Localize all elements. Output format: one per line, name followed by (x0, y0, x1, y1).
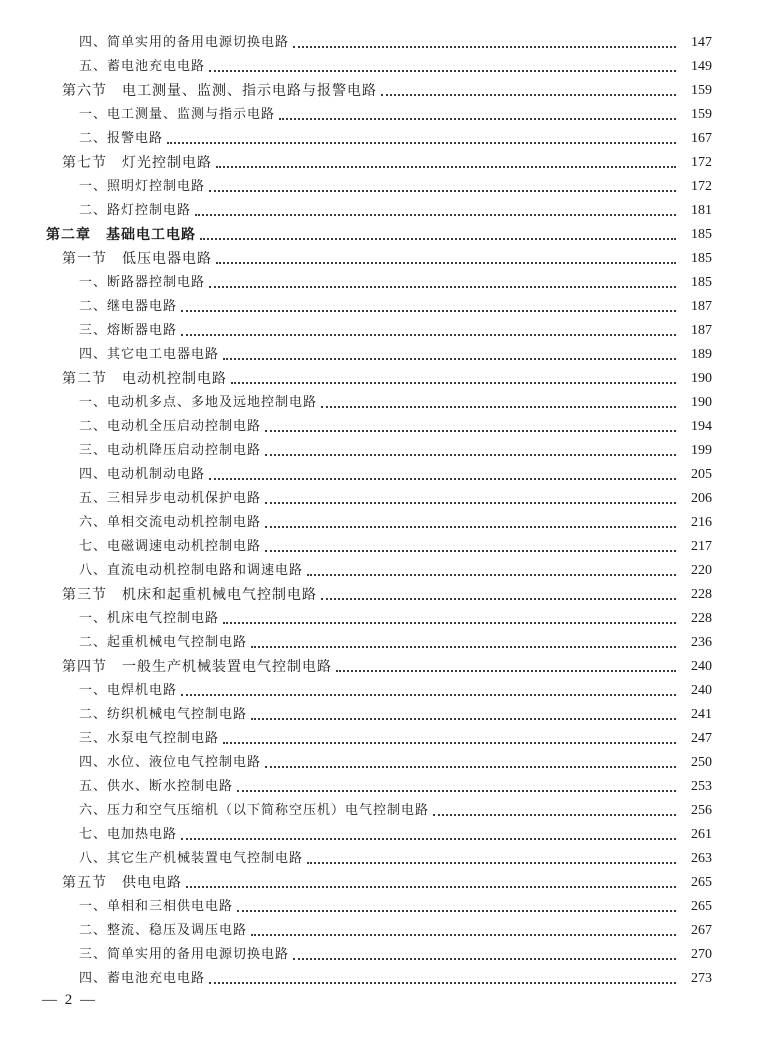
toc-entry-page-number: 228 (691, 611, 712, 626)
toc-entry-title: 第七节 灯光控制电路 (62, 155, 212, 171)
toc-item-row[interactable] (0, 823, 758, 847)
toc-entry-page-number: 273 (691, 971, 712, 986)
toc-entry-page-number: 206 (691, 491, 712, 506)
dot-leader (231, 382, 676, 384)
page-number: — 2 — (42, 992, 97, 1008)
dot-leader (216, 166, 676, 168)
dot-leader (200, 238, 676, 240)
toc-entry-page-number: 263 (691, 851, 712, 866)
toc-entry-page-number: 194 (691, 419, 712, 434)
toc-entry-page-number: 159 (691, 83, 712, 98)
toc-entry-title: 五、蓄电池充电电路 (79, 59, 206, 74)
toc-item-row[interactable] (0, 319, 758, 343)
toc-item-row[interactable] (0, 295, 758, 319)
toc-entry-title: 六、单相交流电动机控制电路 (79, 515, 262, 530)
toc-entry-title: 三、熔断器电路 (79, 323, 178, 338)
toc-item-row[interactable] (0, 727, 758, 751)
toc-entry-title: 第二节 电动机控制电路 (62, 371, 227, 387)
toc-entry-page-number: 172 (691, 179, 712, 194)
dot-leader (186, 886, 676, 888)
toc-section-row[interactable] (0, 583, 758, 607)
toc-entry-title: 二、起重机械电气控制电路 (79, 635, 248, 650)
toc-item-row[interactable] (0, 463, 758, 487)
dot-leader (265, 550, 676, 552)
toc-entry-title: 第一节 低压电器电路 (62, 251, 212, 267)
toc-item-row[interactable] (0, 703, 758, 727)
toc-entry-title: 第五节 供电电路 (62, 875, 182, 891)
dot-leader (181, 334, 676, 336)
toc-entry-page-number: 187 (691, 299, 712, 314)
dot-leader (167, 142, 676, 144)
toc-entry-title: 四、电动机制动电路 (79, 467, 206, 482)
toc-item-row[interactable] (0, 943, 758, 967)
dot-leader (251, 646, 676, 648)
toc-entry-page-number: 265 (691, 875, 712, 890)
toc-entry-page-number: 270 (691, 947, 712, 962)
dot-leader (223, 358, 676, 360)
toc-item-row[interactable] (0, 607, 758, 631)
toc-entry-page-number: 187 (691, 323, 712, 338)
toc-item-row[interactable] (0, 895, 758, 919)
toc-section-row[interactable] (0, 655, 758, 679)
toc-entry-page-number: 147 (691, 35, 712, 50)
toc-item-row[interactable] (0, 511, 758, 535)
dot-leader (223, 742, 676, 744)
toc-entry-title: 一、电动机多点、多地及远地控制电路 (79, 395, 318, 410)
table-of-contents (0, 31, 758, 991)
toc-section-row[interactable] (0, 79, 758, 103)
toc-item-row[interactable] (0, 439, 758, 463)
toc-item-row[interactable] (0, 775, 758, 799)
toc-entry-title: 四、其它电工电器电路 (79, 347, 220, 362)
toc-item-row[interactable] (0, 55, 758, 79)
toc-entry-title: 八、直流电动机控制电路和调速电路 (79, 563, 304, 578)
dot-leader (223, 622, 676, 624)
dot-leader (251, 718, 676, 720)
toc-section-row[interactable] (0, 247, 758, 271)
toc-entry-title: 五、供水、断水控制电路 (79, 779, 234, 794)
dot-leader (209, 70, 676, 72)
toc-entry-title: 一、断路器控制电路 (79, 275, 206, 290)
toc-entry-page-number: 265 (691, 899, 712, 914)
toc-item-row[interactable] (0, 343, 758, 367)
toc-entry-page-number: 190 (691, 371, 712, 386)
toc-item-row[interactable] (0, 199, 758, 223)
toc-item-row[interactable] (0, 103, 758, 127)
toc-item-row[interactable] (0, 919, 758, 943)
toc-entry-title: 四、简单实用的备用电源切换电路 (79, 35, 290, 50)
toc-entry-page-number: 247 (691, 731, 712, 746)
toc-section-row[interactable] (0, 871, 758, 895)
toc-entry-title: 一、照明灯控制电路 (79, 179, 206, 194)
toc-entry-page-number: 236 (691, 635, 712, 650)
toc-entry-page-number: 241 (691, 707, 712, 722)
toc-item-row[interactable] (0, 847, 758, 871)
toc-entry-page-number: 228 (691, 587, 712, 602)
toc-item-row[interactable] (0, 175, 758, 199)
toc-entry-page-number: 217 (691, 539, 712, 554)
toc-entry-title: 五、三相异步电动机保护电路 (79, 491, 262, 506)
toc-entry-title: 一、电工测量、监测与指示电路 (79, 107, 276, 122)
toc-entry-title: 七、电磁调速电动机控制电路 (79, 539, 262, 554)
toc-entry-page-number: 199 (691, 443, 712, 458)
toc-item-row[interactable] (0, 799, 758, 823)
toc-entry-title: 二、纺织机械电气控制电路 (79, 707, 248, 722)
dot-leader (265, 766, 676, 768)
toc-entry-page-number: 250 (691, 755, 712, 770)
toc-entry-page-number: 190 (691, 395, 712, 410)
toc-entry-title: 七、电加热电路 (79, 827, 178, 842)
toc-item-row[interactable] (0, 271, 758, 295)
toc-entry-page-number: 240 (691, 683, 712, 698)
toc-entry-page-number: 216 (691, 515, 712, 530)
toc-entry-page-number: 185 (691, 227, 712, 242)
toc-entry-page-number: 253 (691, 779, 712, 794)
dot-leader (216, 262, 676, 264)
dot-leader (265, 526, 676, 528)
dot-leader (307, 574, 676, 576)
dot-leader (209, 982, 676, 984)
dot-leader (181, 310, 676, 312)
toc-item-row[interactable] (0, 391, 758, 415)
toc-entry-page-number: 205 (691, 467, 712, 482)
dot-leader (336, 670, 676, 672)
toc-entry-page-number: 240 (691, 659, 712, 674)
toc-item-row[interactable] (0, 679, 758, 703)
toc-entry-title: 二、整流、稳压及调压电路 (79, 923, 248, 938)
toc-entry-page-number: 185 (691, 275, 712, 290)
dot-leader (251, 934, 676, 936)
toc-entry-title: 第六节 电工测量、监测、指示电路与报警电路 (62, 83, 377, 99)
toc-entry-page-number: 267 (691, 923, 712, 938)
dot-leader (433, 814, 676, 816)
toc-entry-page-number: 261 (691, 827, 712, 842)
toc-entry-title: 第三节 机床和起重机械电气控制电路 (62, 587, 317, 603)
toc-item-row[interactable] (0, 535, 758, 559)
toc-entry-title: 二、电动机全压启动控制电路 (79, 419, 262, 434)
toc-entry-title: 四、水位、液位电气控制电路 (79, 755, 262, 770)
dot-leader (265, 430, 676, 432)
toc-entry-page-number: 159 (691, 107, 712, 122)
toc-item-row[interactable] (0, 31, 758, 55)
toc-item-row[interactable] (0, 631, 758, 655)
toc-entry-title: 一、机床电气控制电路 (79, 611, 220, 626)
toc-item-row[interactable] (0, 487, 758, 511)
toc-entry-page-number: 172 (691, 155, 712, 170)
dot-leader (209, 478, 676, 480)
toc-item-row[interactable] (0, 415, 758, 439)
dot-leader (293, 958, 676, 960)
dot-leader (181, 694, 676, 696)
toc-entry-page-number: 185 (691, 251, 712, 266)
dot-leader (279, 118, 676, 120)
toc-entry-page-number: 189 (691, 347, 712, 362)
toc-entry-title: 六、压力和空气压缩机（以下简称空压机）电气控制电路 (79, 803, 430, 818)
dot-leader (265, 454, 676, 456)
dot-leader (209, 190, 676, 192)
toc-entry-title: 一、电焊机电路 (79, 683, 178, 698)
dot-leader (237, 790, 676, 792)
dot-leader (237, 910, 676, 912)
dot-leader (265, 502, 676, 504)
toc-entry-title: 第二章 基础电工电路 (46, 227, 196, 243)
dot-leader (307, 862, 676, 864)
toc-item-row[interactable] (0, 127, 758, 151)
toc-item-row[interactable] (0, 751, 758, 775)
toc-entry-title: 四、蓄电池充电电路 (79, 971, 206, 986)
toc-entry-title: 二、继电器电路 (79, 299, 178, 314)
dot-leader (321, 406, 676, 408)
toc-entry-page-number: 220 (691, 563, 712, 578)
toc-entry-page-number: 181 (691, 203, 712, 218)
toc-entry-title: 八、其它生产机械装置电气控制电路 (79, 851, 304, 866)
dot-leader (181, 838, 676, 840)
toc-entry-page-number: 149 (691, 59, 712, 74)
toc-item-row[interactable] (0, 967, 758, 991)
toc-entry-page-number: 256 (691, 803, 712, 818)
toc-entry-title: 二、路灯控制电路 (79, 203, 192, 218)
toc-entry-title: 一、单相和三相供电电路 (79, 899, 234, 914)
toc-entry-title: 三、电动机降压启动控制电路 (79, 443, 262, 458)
dot-leader (321, 598, 676, 600)
toc-entry-title: 三、水泵电气控制电路 (79, 731, 220, 746)
toc-entry-page-number: 167 (691, 131, 712, 146)
dot-leader (195, 214, 676, 216)
toc-section-row[interactable] (0, 367, 758, 391)
dot-leader (209, 286, 676, 288)
dot-leader (293, 46, 676, 48)
toc-section-row[interactable] (0, 151, 758, 175)
dot-leader (381, 94, 676, 96)
toc-entry-title: 第四节 一般生产机械装置电气控制电路 (62, 659, 332, 675)
toc-entry-title: 三、简单实用的备用电源切换电路 (79, 947, 290, 962)
toc-entry-title: 二、报警电路 (79, 131, 164, 146)
toc-item-row[interactable] (0, 559, 758, 583)
toc-chapter-row[interactable] (0, 223, 758, 247)
